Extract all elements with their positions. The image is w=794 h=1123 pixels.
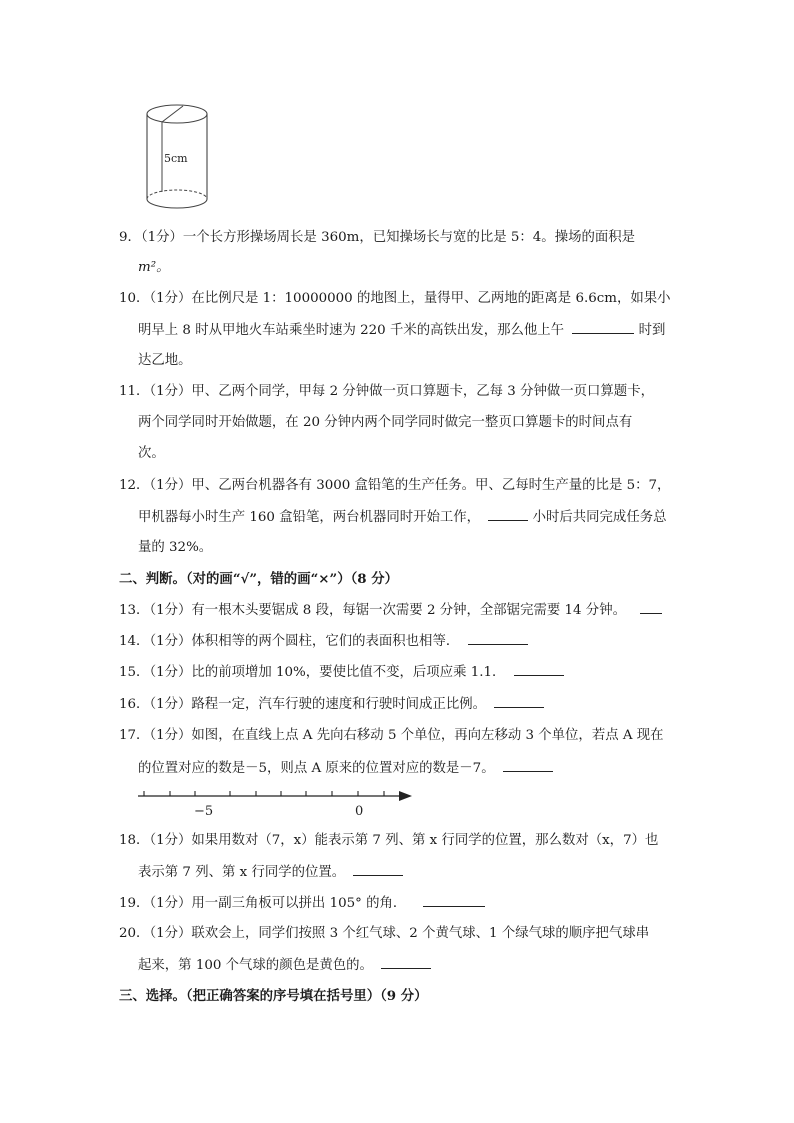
question-12-line-3: 量的 32%。 <box>138 540 213 555</box>
question-11-line-3: 次。 <box>138 446 165 461</box>
number-line-figure <box>136 786 416 820</box>
question-18-line-1: 18．（1分）如果用数对（7，x）能表示第 7 列、第 x 行同学的位置，那么数对（x，7）也 <box>119 833 659 848</box>
question-9-line-1: 9．（1分）一个长方形操场周长是 360m，已知操场长与宽的比是 5：4。操场的面积是 <box>119 230 636 245</box>
number-line-label-minus-5: −5 <box>194 804 214 819</box>
question-10-line-3: 达乙地。 <box>138 353 192 368</box>
question-10-line-2: 明早上 8 时从甲地火车站乘坐时速为 220 千米的高铁出发，那么他上午 时到 <box>138 320 665 341</box>
question-9-line-2: m²。 <box>138 260 170 275</box>
cylinder-figure <box>140 100 215 212</box>
answer-blank[interactable] <box>423 893 485 907</box>
answer-blank[interactable] <box>572 320 634 334</box>
number-line-label-0: 0 <box>355 804 364 819</box>
question-20-line-1: 20．（1分）联欢会上，同学们按照 3 个红气球、2 个黄气球、1 个绿气球的顺序把气球串 <box>119 926 650 941</box>
section-2-title: 二、判断。（对的画“√”，错的画“×”）（8 分） <box>119 571 399 587</box>
question-17-line-2: 的位置对应的数是－5，则点 A 原来的位置对应的数是－7。 <box>138 758 553 779</box>
question-15: 15．（1分）比的前项增加 10%，要使比值不变，后项应乘 1.1． <box>119 662 564 683</box>
question-17-line-1: 17．（1分）如图，在直线上点 A 先向右移动 5 个单位，再向左移动 3 个单位，若点 A 现在 <box>119 728 664 743</box>
question-12-line-2: 甲机器每小时生产 160 盒铅笔，两台机器同时开始工作， 小时后共同完成任务总 <box>138 507 667 528</box>
answer-blank[interactable] <box>353 862 403 876</box>
question-19: 19．（1分）用一副三角板可以拼出 105° 的角． <box>119 893 485 914</box>
question-16: 16．（1分）路程一定，汽车行驶的速度和行驶时间成正比例。 <box>119 694 544 715</box>
question-10-line-1: 10．（1分）在比例尺是 1：10000000 的地图上，量得甲、乙两地的距离是 6.6cm，如果小 <box>119 291 671 306</box>
section-3-title: 三、选择。（把正确答案的序号填在括号里）（9 分） <box>119 988 428 1004</box>
question-13: 13．（1分）有一根木头要锯成 8 段，每锯一次需要 2 分钟，全部锯完需要 14 分钟。 <box>119 600 662 621</box>
answer-blank[interactable] <box>514 662 564 676</box>
question-11-line-1: 11．（1分）甲、乙两个同学，甲每 2 分钟做一页口算题卡，乙每 3 分钟做一页口算题卡， <box>119 384 654 399</box>
question-11-line-2: 两个同学同时开始做题，在 20 分钟内两个同学同时做完一整页口算题卡的时间点有 <box>138 415 633 430</box>
answer-blank[interactable] <box>503 758 553 772</box>
question-18-line-2: 表示第 7 列、第 x 行同学的位置。 <box>138 862 403 883</box>
question-20-line-2: 起来，第 100 个气球的颜色是黄色的。 <box>138 955 431 976</box>
answer-blank[interactable] <box>381 955 431 969</box>
question-14: 14．（1分）体积相等的两个圆柱，它们的表面积也相等． <box>119 631 528 652</box>
cylinder-height-label: 5cm <box>164 152 188 165</box>
answer-blank[interactable] <box>488 507 528 521</box>
answer-blank[interactable] <box>494 694 544 708</box>
answer-blank[interactable] <box>640 600 662 614</box>
question-12-line-1: 12．（1分）甲、乙两台机器各有 3000 盒铅笔的生产任务。甲、乙每时生产量的比是 5：7， <box>119 478 671 493</box>
answer-blank[interactable] <box>468 631 528 645</box>
